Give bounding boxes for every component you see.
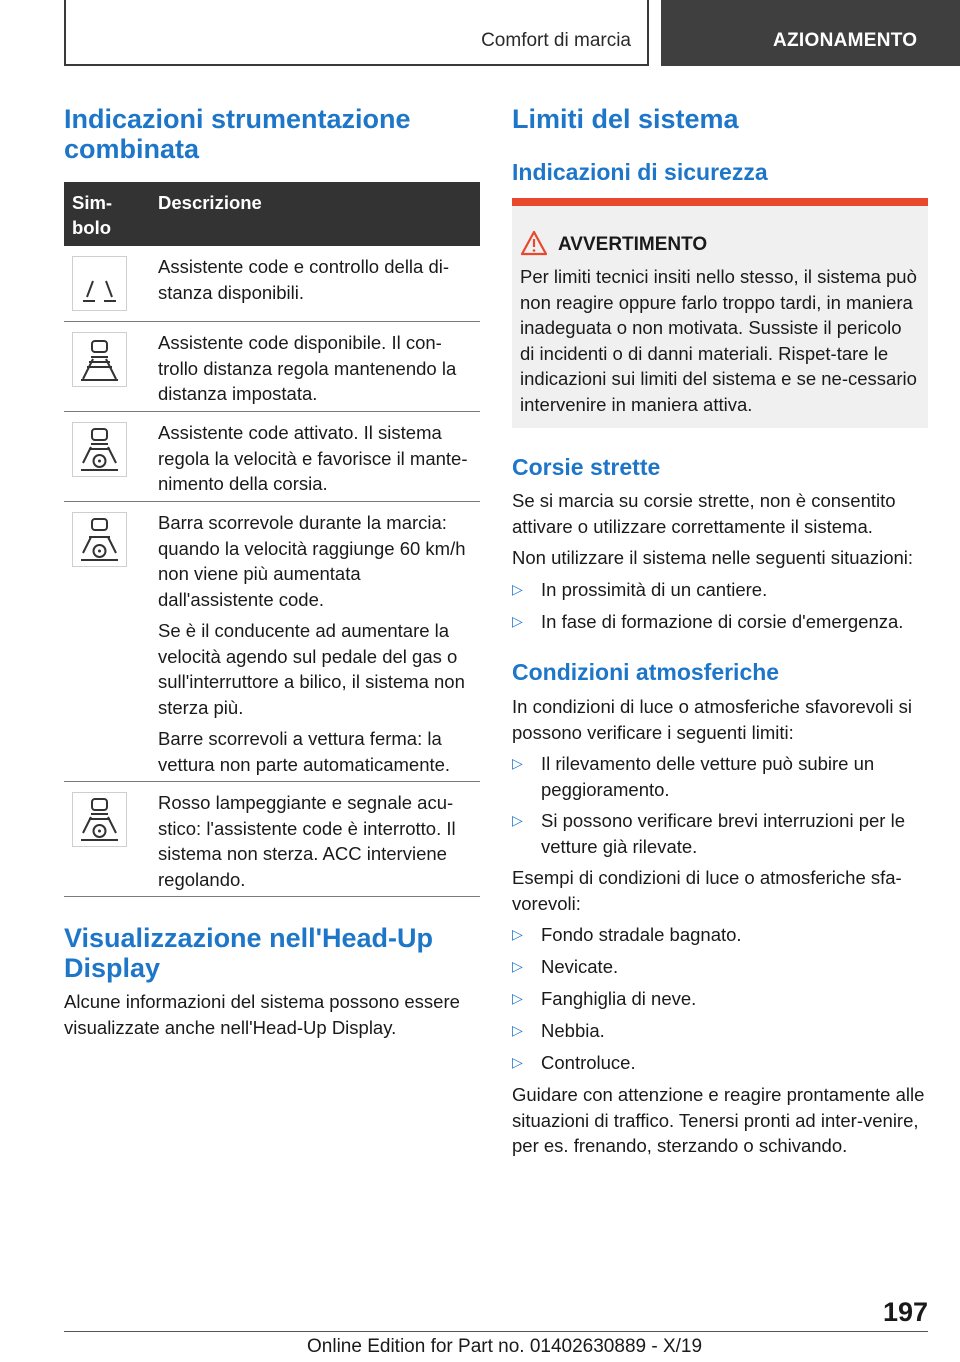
bullet-triangle-icon: ▷ (512, 1054, 523, 1070)
bullet-triangle-icon: ▷ (512, 812, 523, 828)
table-col-symbol: Sim- bolo (72, 192, 113, 238)
page-number: 197 (882, 1297, 928, 1327)
header-chapter-tab (661, 0, 960, 66)
warning-triangle-icon (520, 230, 548, 256)
table-divider (64, 411, 480, 412)
table-col-description: Descrizione (158, 192, 262, 213)
table-divider (64, 896, 480, 897)
section-title-instrument: Indicazioni strumentazione combinata (64, 104, 411, 164)
bullet-triangle-icon: ▷ (512, 755, 523, 771)
lane-assist-active-icon (72, 422, 127, 477)
lane-assist-available-icon (72, 256, 127, 311)
footer-rule (64, 1331, 928, 1332)
table-divider (64, 781, 480, 782)
hud-text: Alcune informazioni del sistema possono essere visualizzate anche nell'Head-Up Display. (64, 991, 460, 1038)
bullet-triangle-icon: ▷ (512, 990, 523, 1006)
bullet-triangle-icon: ▷ (512, 581, 523, 597)
table-row-desc: Barre scorrevoli a vettura ferma: la vettura non parte automaticamente. (158, 728, 451, 775)
subtitle-weather: Condizioni atmosferiche (512, 659, 780, 685)
table-divider (64, 321, 480, 322)
subtitle-safety: Indicazioni di sicurezza (512, 159, 768, 185)
bullet-triangle-icon: ▷ (512, 613, 523, 629)
lane-assist-distance-icon (72, 332, 127, 387)
bullet-triangle-icon: ▷ (512, 958, 523, 974)
table-divider (64, 501, 480, 502)
table-row-desc: Barra scorrevole durante la marcia: quando la velocità raggiunge 60 km/h non viene più aumentata dall'assistente code. (158, 512, 466, 610)
footer-edition: Online Edition for Part no. 01402630889 - X/19 (307, 1336, 703, 1357)
lane-assist-sliding-bar-icon (72, 512, 127, 567)
table-row-desc: Assistente code attivato. Il sistema regola la velocità e favorisce il mante-nimento della corsia. (158, 422, 468, 494)
weather-text-3: Guidare con attenzione e reagire prontamente alle situazioni di traffico. Tenersi pronti ad inter-venire, per es. frenando, sterzando o schivando. (512, 1084, 925, 1156)
bullet-triangle-icon: ▷ (512, 926, 523, 942)
weather-text-2: Esempi di condizioni di luce o atmosferiche sfa-vorevoli: (512, 867, 902, 914)
table-row-desc: Assistente code disponibile. Il con-trollo distanza regola mantenendo la distanza impostata. (158, 332, 457, 404)
narrow-text-2: Non utilizzare il sistema nelle seguenti situazioni: (512, 547, 914, 568)
section-title-limits: Limiti del sistema (512, 104, 739, 134)
section-title-hud: Visualizzazione nell'Head-Up Display (64, 923, 434, 983)
header-section-box (64, 0, 649, 66)
lane-assist-interrupted-icon (72, 792, 127, 847)
warning-text: Per limiti tecnici insiti nello stesso, il sistema può non reagire oppure farlo troppo tardi, in maniera inadeguata o non motivata. Sussiste il pericolo di incidenti o di danni materiali. Rispet-tare le indicazioni sui limiti del sistema e se ne-cessario intervenire in maniera attiva. (520, 266, 917, 415)
header-chapter: AZIONAMENTO (773, 30, 918, 51)
bullet-triangle-icon: ▷ (512, 1022, 523, 1038)
subtitle-narrow-lanes: Corsie strette (512, 454, 661, 480)
warning-box (512, 198, 928, 428)
warning-title: AVVERTIMENTO (558, 234, 708, 255)
narrow-text-1: Se si marcia su corsie strette, non è consentito attivare o utilizzare correttamente il sistema. (512, 490, 896, 537)
header-section: Comfort di marcia (481, 30, 631, 51)
table-row-desc: Rosso lampeggiante e segnale acu-stico: l'assistente code è interrotto. Il sistema non sterza. ACC interviene regolando. (158, 792, 456, 890)
weather-text-1: In condizioni di luce o atmosferiche sfavorevoli si possono verificare i seguenti limiti: (512, 696, 912, 743)
table-row-desc: Se è il conducente ad aumentare la velocità agendo sul pedale del gas o sull'interruttore a bilico, il sistema non sterza più. (158, 620, 465, 718)
table-header (64, 182, 480, 246)
table-row-desc: Assistente code e controllo della di-stanza disponibili. (158, 256, 450, 303)
